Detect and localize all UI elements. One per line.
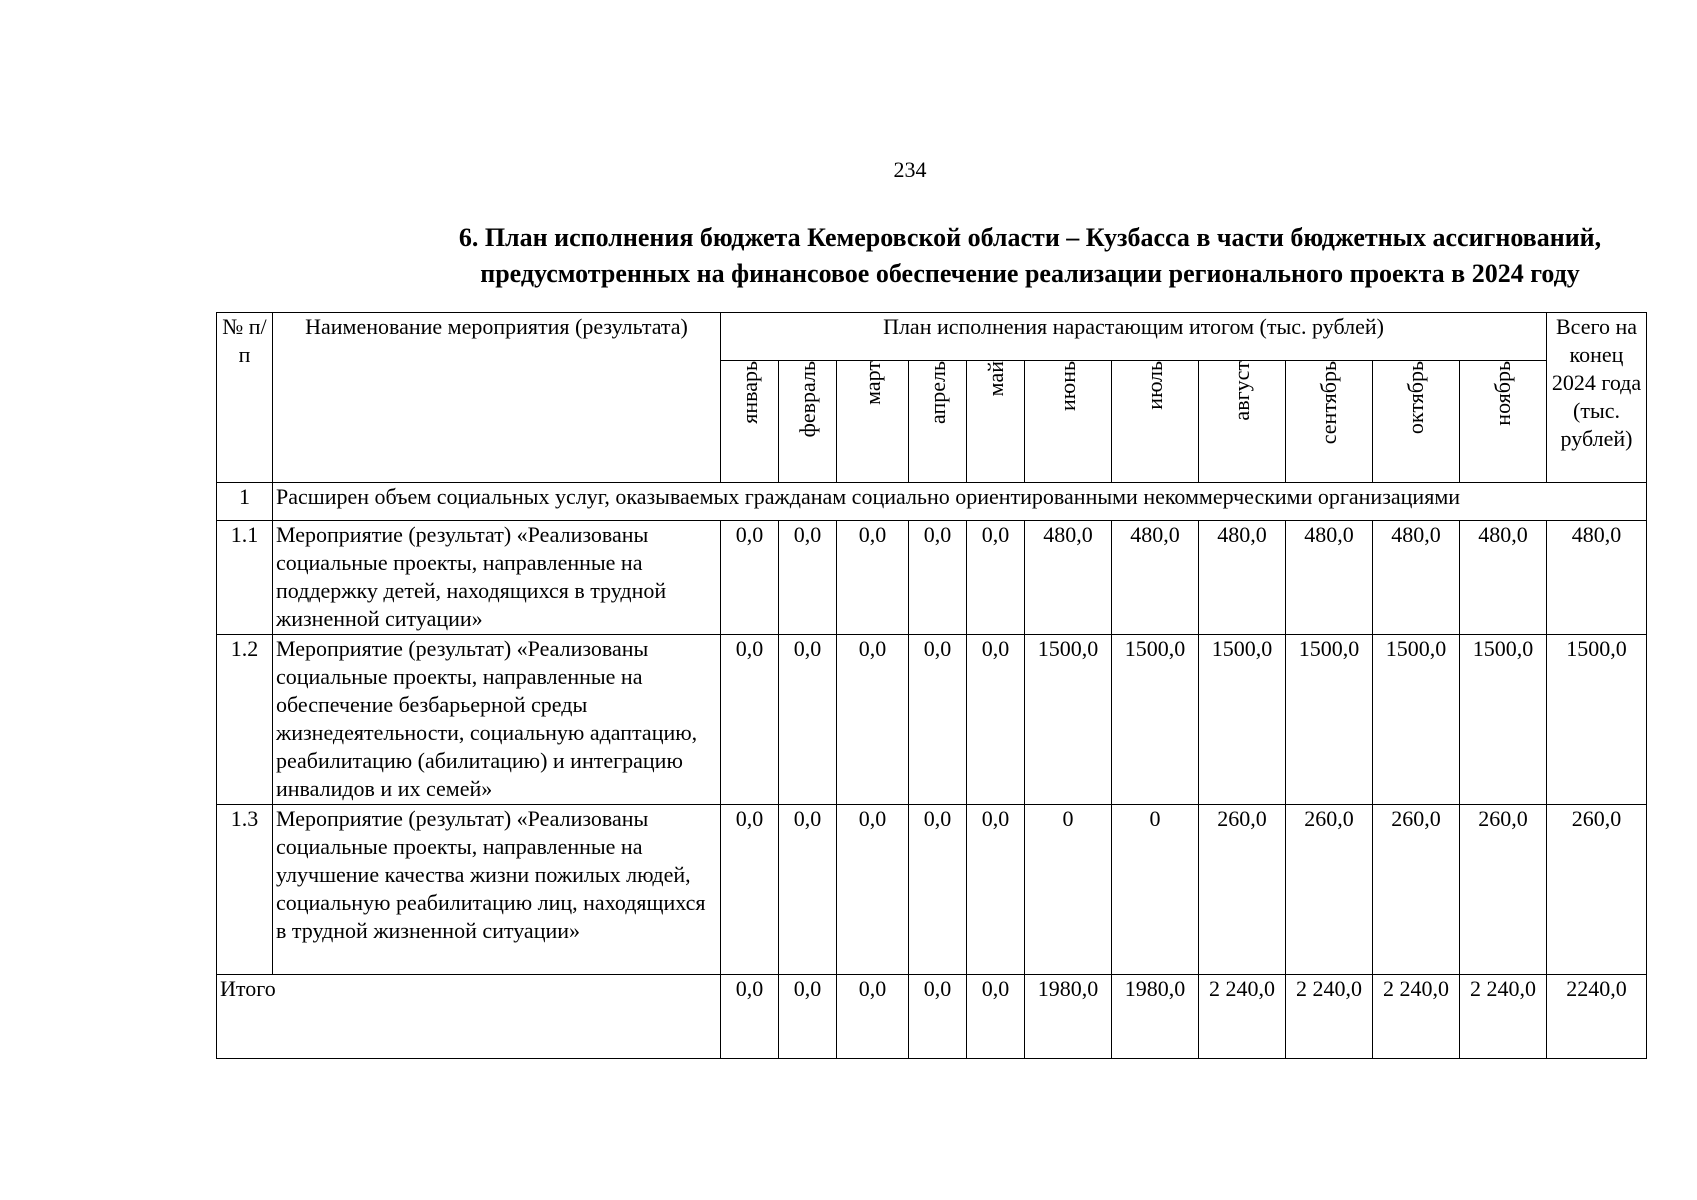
table-row — [217, 805, 1647, 975]
header-month-jun: июнь — [1025, 361, 1112, 483]
value-cell: 260,0 — [1460, 805, 1547, 975]
summary-value-cell: 0,0 — [779, 975, 837, 1059]
value-cell: 0,0 — [779, 521, 837, 635]
header-month-sep: сентябрь — [1286, 361, 1373, 483]
section-num: 1 — [217, 483, 273, 521]
summary-value-cell: 2 240,0 — [1460, 975, 1547, 1059]
section-title: Расширен объем социальных услуг, оказываемых гражданам социально ориентированными некоммерческими организациями — [273, 483, 1647, 521]
value-cell: 1500,0 — [1025, 635, 1112, 805]
value-cell: 0 — [1112, 805, 1199, 975]
value-cell: 260,0 — [1373, 805, 1460, 975]
value-cell: 480,0 — [1286, 521, 1373, 635]
value-cell: 0,0 — [909, 521, 967, 635]
header-month-aug: август — [1199, 361, 1286, 483]
value-cell: 1500,0 — [1112, 635, 1199, 805]
summary-label: Итого — [217, 975, 721, 1059]
value-cell: 260,0 — [1286, 805, 1373, 975]
header-name: Наименование мероприятия (результата) — [273, 313, 721, 483]
summary-value-cell: 0,0 — [837, 975, 909, 1059]
header-total: Всего на конец 2024 года (тыс. рублей) — [1547, 313, 1647, 483]
header-plan: План исполнения нарастающим итогом (тыс. рублей) — [721, 313, 1547, 361]
value-cell: 0,0 — [837, 521, 909, 635]
header-num: № п/п — [217, 313, 273, 483]
header-month-may: май — [967, 361, 1025, 483]
summary-value-cell: 1980,0 — [1025, 975, 1112, 1059]
value-cell: 0,0 — [967, 521, 1025, 635]
value-cell: 0,0 — [909, 805, 967, 975]
value-cell: 0,0 — [967, 635, 1025, 805]
value-cell: 0,0 — [837, 805, 909, 975]
value-cell: 1500,0 — [1286, 635, 1373, 805]
page-number: 234 — [893, 157, 927, 182]
value-cell: 0,0 — [721, 521, 779, 635]
summary-value-cell: 2 240,0 — [1373, 975, 1460, 1059]
title-line-2: предусмотренных на финансовое обеспечение реализации регионального проекта в 2024 году — [480, 259, 1580, 288]
value-cell: 0,0 — [909, 635, 967, 805]
value-cell: 0,0 — [721, 805, 779, 975]
summary-value-cell: 0,0 — [967, 975, 1025, 1059]
summary-row — [217, 975, 1647, 1059]
value-cell: 1500,0 — [1373, 635, 1460, 805]
row-num: 1.2 — [217, 635, 273, 805]
summary-value-cell: 1980,0 — [1112, 975, 1199, 1059]
summary-value-cell: 2 240,0 — [1286, 975, 1373, 1059]
total-cell: 480,0 — [1547, 521, 1647, 635]
value-cell: 0,0 — [967, 805, 1025, 975]
header-month-jul: июль — [1112, 361, 1199, 483]
table-row — [217, 635, 1647, 805]
value-cell: 1500,0 — [1460, 635, 1547, 805]
header-month-feb: февраль — [779, 361, 837, 483]
value-cell: 1500,0 — [1199, 635, 1286, 805]
row-name: Мероприятие (результат) «Реализованы социальные проекты, направленные на улучшение качества жизни пожилых людей, социальную реабилитацию лиц, находящихся в трудной жизненной ситуации» — [273, 805, 721, 975]
value-cell: 0,0 — [721, 635, 779, 805]
value-cell: 0,0 — [837, 635, 909, 805]
value-cell: 0,0 — [779, 635, 837, 805]
row-num: 1.1 — [217, 521, 273, 635]
table-row — [217, 521, 1647, 635]
value-cell: 480,0 — [1025, 521, 1112, 635]
summary-total-cell: 2240,0 — [1547, 975, 1647, 1059]
total-cell: 260,0 — [1547, 805, 1647, 975]
row-name: Мероприятие (результат) «Реализованы социальные проекты, направленные на поддержку детей, находящихся в трудной жизненной ситуации» — [273, 521, 721, 635]
total-cell: 1500,0 — [1547, 635, 1647, 805]
value-cell: 0 — [1025, 805, 1112, 975]
header-month-jan: январь — [721, 361, 779, 483]
value-cell: 480,0 — [1199, 521, 1286, 635]
section-row — [217, 483, 1647, 521]
header-month-oct: октябрь — [1373, 361, 1460, 483]
summary-value-cell: 2 240,0 — [1199, 975, 1286, 1059]
header-row-top — [217, 313, 1647, 361]
budget-plan-table — [216, 312, 1647, 1059]
summary-value-cell: 0,0 — [909, 975, 967, 1059]
row-num: 1.3 — [217, 805, 273, 975]
value-cell: 260,0 — [1199, 805, 1286, 975]
value-cell: 0,0 — [779, 805, 837, 975]
value-cell: 480,0 — [1112, 521, 1199, 635]
header-month-nov: ноябрь — [1460, 361, 1547, 483]
value-cell: 480,0 — [1373, 521, 1460, 635]
title-line-1: 6. План исполнения бюджета Кемеровской области – Кузбасса в части бюджетных ассигнований, — [458, 223, 1602, 252]
header-month-apr: апрель — [909, 361, 967, 483]
row-name: Мероприятие (результат) «Реализованы социальные проекты, направленные на обеспечение безбарьерной среды жизнедеятельности, социальную адаптацию, реабилитацию (абилитацию) и интеграцию инвалидов и их семей» — [273, 635, 721, 805]
summary-value-cell: 0,0 — [721, 975, 779, 1059]
header-month-mar: март — [837, 361, 909, 483]
value-cell: 480,0 — [1460, 521, 1547, 635]
document-title — [240, 220, 1697, 292]
